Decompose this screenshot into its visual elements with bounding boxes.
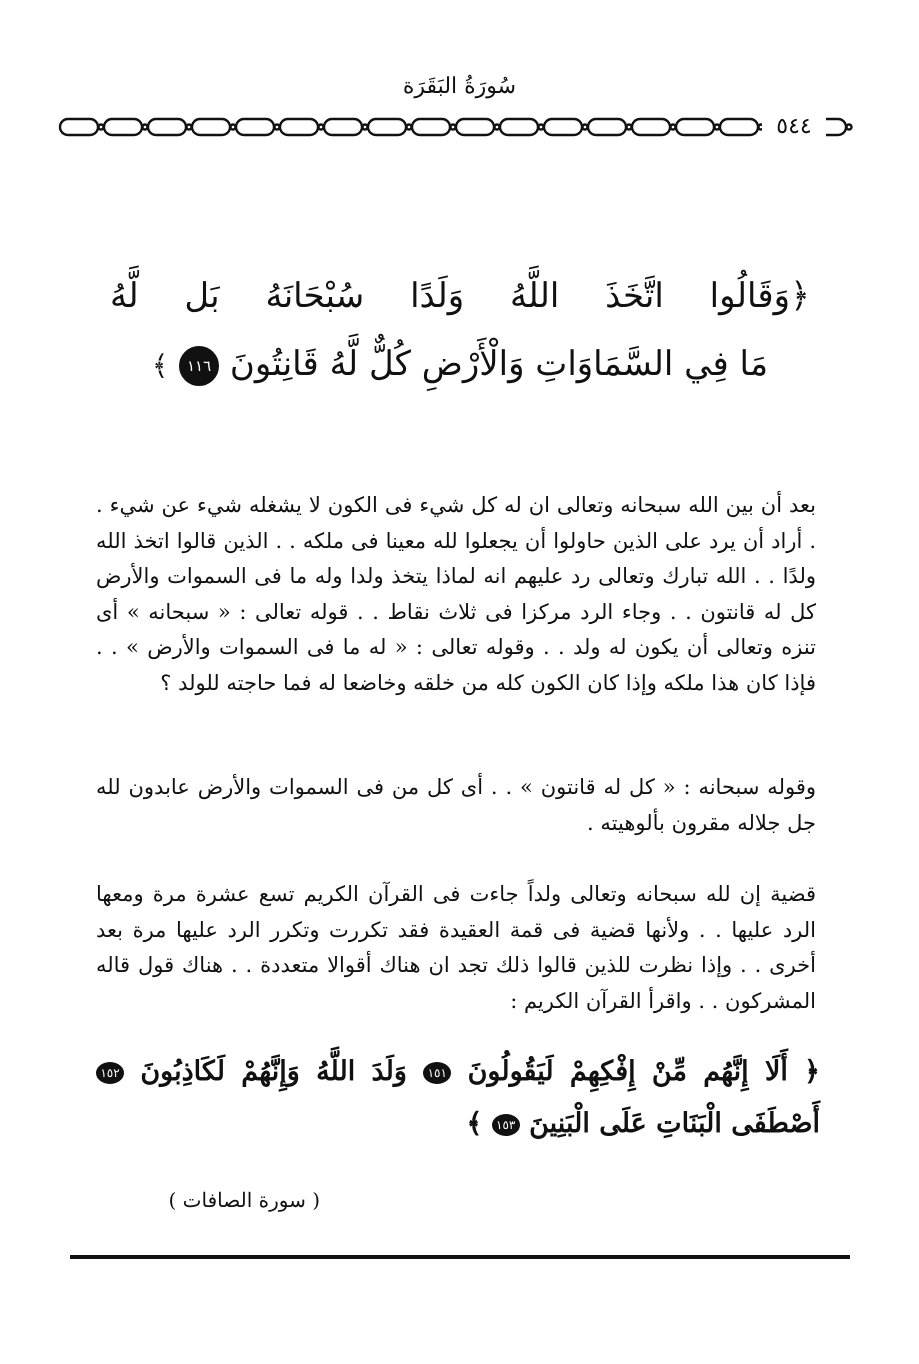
ayah-number-153: ١٥٣ <box>492 1114 520 1136</box>
quoted-verse-close-bracket: ﴾ <box>466 1108 483 1139</box>
commentary-paragraph-2: وقوله سبحانه : « كل له قانتون » . . أى كل من فى السموات والأرض عابدون لله جل جلاله مقرون بألوهيته . <box>96 775 816 835</box>
ayah-number-152: ١٥٢ <box>96 1062 124 1084</box>
main-verse <box>110 262 810 400</box>
main-verse-line-1: ﴿وَقَالُوا اتَّخَذَ اللَّهُ وَلَدًا سُبْحَانَهُ بَل لَّهُ <box>110 276 810 316</box>
quoted-verse-open-bracket: ﴿ <box>804 1056 820 1087</box>
quoted-verse-part-3: أَصْطَفَى الْبَنَاتِ عَلَى الْبَنِينَ <box>529 1108 820 1139</box>
main-verse-line-2-text: مَا فِي السَّمَاوَاتِ وَالْأَرْضِ كُلٌّ لَّهُ قَانِتُونَ <box>229 344 769 384</box>
verse-close-bracket: ﴾ <box>151 349 169 382</box>
page-number: ٥٤٤ <box>762 114 826 140</box>
main-verse-line-2 <box>110 330 810 400</box>
commentary-paragraph-3: قضية إن لله سبحانه وتعالى ولداً جاءت فى القرآن الكريم تسع عشرة مرة ومعها الرد عليها . . ولأنها قضية فى قمة العقيدة فقد تكررت وتكرر الرد عليها مرة بعد أخرى . . وإذا نظرت للذين قالوا ذلك تجد ان هناك أقوالا متعددة . . هناك قول قاله المشركون . . واقرأ القرآن الكريم : <box>96 882 817 1013</box>
surah-name-header: سُورَةُ البَقَرَة <box>402 74 517 99</box>
footer-rule <box>70 1255 850 1259</box>
quoted-verse-part-2: وَلَدَ اللَّهُ وَإِنَّهُمْ لَكَاذِبُونَ <box>140 1056 407 1087</box>
ornamental-header-border <box>58 112 858 142</box>
ayah-number-marker: ١١٦ <box>179 346 219 386</box>
ayah-number-151: ١٥١ <box>423 1062 451 1084</box>
verse-source-citation: ( سورة الصافات ) <box>168 1188 320 1212</box>
quoted-verse-part-1: أَلَا إِنَّهُم مِّنْ إِفْكِهِمْ لَيَقُولُونَ <box>467 1056 788 1087</box>
commentary-paragraph-1: بعد أن بين الله سبحانه وتعالى ان له كل شيء فى الكون لا يشغله شيء عن شيء . . أراد أن يرد على الذين حاولوا أن يجعلوا لله معينا فى ملكه . . الذين قالوا اتخذ الله ولدًا . . الله تبارك وتعالى رد عليهم انه لماذا يتخذ ولدا وله ما فى السموات والأرض كل له قانتون . . وجاء الرد مركزا فى ثلاث نقاط . . قوله تعالى : « سبحانه » أى تنزه وتعالى أن يكون له ولد . . وقوله تعالى : « له ما فى السموات والأرض » . . فإذا كان هذا ملكه وإذا كان الكون كله من خلقه وخاضعا له فما حاجته للولد ؟ <box>96 493 816 695</box>
quoted-verse <box>96 1046 820 1150</box>
